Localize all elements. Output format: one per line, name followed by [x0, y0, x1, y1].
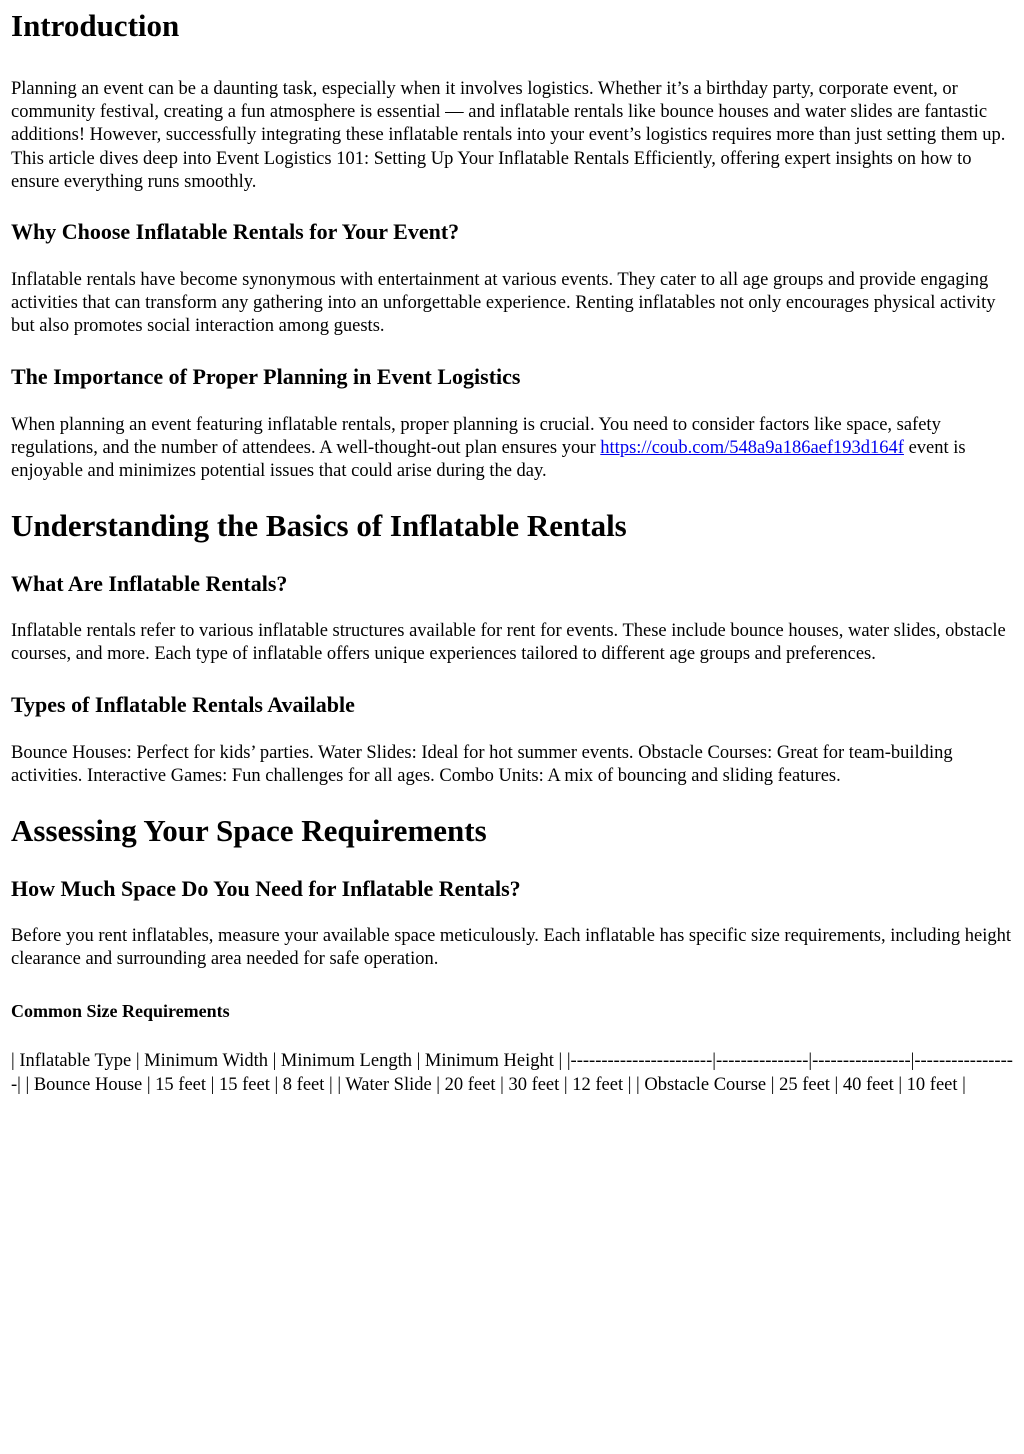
- how-much-heading: How Much Space Do You Need for Inflatable Rentals?: [11, 876, 521, 902]
- planning-text-before: When planning an event featuring inflatable rentals, proper planning is crucial. You need to consider factors like space, safety regulations, and the number of attendees. A well-thought-out plan ensures your: [11, 414, 941, 458]
- coub-link[interactable]: https://coub.com/548a9a186aef193d164f: [600, 437, 904, 458]
- types-paragraph: Bounce Houses: Perfect for kids’ parties. Water Slides: Ideal for hot summer events. Obstacle Courses: Great for team-building activities. Interactive Games: Fun challenges for all ages. Combo Units: A mix of bouncing and sliding features.: [11, 742, 953, 786]
- how-much-paragraph: Before you rent inflatables, measure your available space meticulously. Each inflatable has specific size requirements, including height clearance and surrounding area needed for safe operation.: [11, 926, 1012, 970]
- types-heading: Types of Inflatable Rentals Available: [11, 691, 355, 717]
- planning-heading: The Importance of Proper Planning in Event Logistics: [11, 363, 521, 389]
- planning-text-after: event is enjoyable and minimizes potential issues that could arise during the day.: [11, 437, 966, 482]
- planning-paragraph: [11, 414, 1014, 484]
- size-table-text: | Inflatable Type | Minimum Width | Minimum Length | Minimum Height | |-----------------------|---------------|----------------|-----------------| | Bounce House | 15 feet | 15 feet | 8 feet | | Water Slide | 20 feet | 30 feet | 12 feet | | Obstacle Course | 25 feet | 40 feet | 10 feet |: [11, 1051, 1013, 1095]
- article: [0, 8, 1024, 1097]
- basics-heading: Understanding the Basics of Inflatable Rentals: [11, 508, 627, 544]
- space-heading: Assessing Your Space Requirements: [11, 813, 487, 849]
- what-paragraph: Inflatable rentals refer to various inflatable structures available for rent for events. These include bounce houses, water slides, obstacle courses, and more. Each type of inflatable offers unique experiences tailored to different age groups and preferences.: [11, 621, 1006, 665]
- why-paragraph: Inflatable rentals have become synonymous with entertainment at various events. They cater to all age groups and provide engaging activities that can transform any gathering into an unforgettable experience. Renting inflatables not only encourages physical activity but also promotes social interaction among guests.: [11, 270, 996, 337]
- common-size-heading: Common Size Requirements: [11, 1001, 230, 1022]
- what-heading: What Are Inflatable Rentals?: [11, 571, 288, 597]
- intro-heading: Introduction: [11, 8, 180, 43]
- why-heading: Why Choose Inflatable Rentals for Your Event?: [11, 219, 460, 245]
- intro-paragraph: Planning an event can be a daunting task, especially when it involves logistics. Whether it’s a birthday party, corporate event, or community festival, creating a fun atmosphere is essential — and inflatable rentals like bounce houses and water slides are fantastic additions! However, successfully integrating these inflatable rentals into your event’s logistics requires more than just setting them up. This article dives deep into Event Logistics 101: Setting Up Your Inflatable Rentals Efficiently, offering expert insights on how to ensure everything runs smoothly.: [11, 79, 1006, 192]
